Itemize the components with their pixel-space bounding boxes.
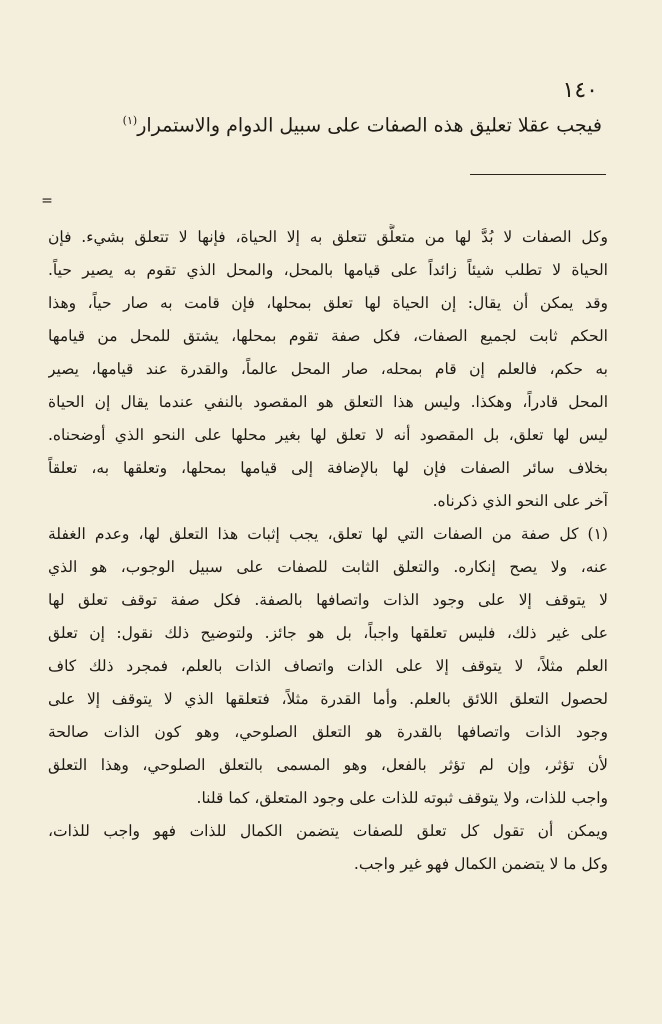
footnote-line: لحصول التعلق اللائق بالعلم. وأما القدرة مثلاً، فتعلقها الذي لا يتوقف إلا على (48, 690, 608, 708)
footnote-line: ويمكن أن تقول كل تعلق للصفات يتضمن الكمال للذات فهو واجب للذات، (48, 822, 608, 840)
footnote-line: المحل قادراً، وهكذا. وليس هذا التعلق هو المقصود بالنفي عندما يقال إن الحياة (48, 393, 608, 411)
footnote-line: بخلاف سائر الصفات فإن لها بالإضافة إلى قيامها بمحلها، وتعلقها به، تعلقاً (48, 459, 608, 477)
footnote-separator (470, 174, 606, 175)
footnote-line: واجب للذات، ولا يتوقف ثبوته للذات على وجود المتعلق، كما قلنا. (196, 789, 608, 807)
continuation-mark: = (41, 193, 53, 209)
footnote-line: على غير ذلك، فليس تعلقها واجباً، بل هو جائز. ولتوضيح ذلك نقول: إن تعلق (48, 624, 608, 642)
footnote-line: عنه، ولا يصح إنكاره. والتعلق الثابت للصفات على سبيل الوجوب، هو الذي (48, 558, 608, 576)
footnote-line: الحكم ثابت لجميع الصفات، فكل صفة تقوم بمحلها، يشتق للمحل من قيامها (48, 327, 608, 345)
footnote-line: آخر على النحو الذي ذكرناه. (432, 492, 608, 510)
footnote-line: (١) كل صفة من الصفات التي لها تعلق، يجب إثبات هذا التعلق لها، وعدم الغفلة (48, 525, 608, 543)
page-number: ١٤٠ (562, 78, 598, 103)
footnote-line: وكل الصفات لا بُدَّ لها من متعلَّق تتعلق به إلا الحياة، فإنها لا تتعلق بشيء. فإن (48, 228, 608, 246)
main-text: فيجب عقلا تعليق هذه الصفات على سبيل الدوام والاستمرار (137, 114, 602, 137)
footnote-line: وكل ما لا يتضمن الكمال فهو غير واجب. (353, 855, 608, 873)
footnote-line: الحياة لا تطلب شيئاً زائداً على قيامها بالمحل، والمحل الذي تقوم به يصير حياً. (48, 261, 608, 279)
footnote-line: به حكم، فالعلم إن قام بمحله، صار المحل عالماً، والقدرة عند قيامها، يصير (48, 360, 608, 378)
footnote-line: وجود الذات واتصافها بالقدرة هو التعلق الصلوحي، وهو كون الذات صالحة (48, 723, 608, 741)
footnote-line: العلم مثلاً، لا يتوقف إلا على الذات واتصاف الذات بالعلم، فمجرد ذلك كاف (48, 657, 608, 675)
main-text-line (40, 114, 602, 136)
footnote-line: لا يتوقف إلا على وجود الذات واتصافها بالصفة. فكل صفة توقف تعلق لها (48, 591, 608, 609)
footnote-line: لأن تؤثر، وإن لم تؤثر بالفعل، وهو المسمى بالتعلق الصلوحي، وهذا التعلق (48, 756, 608, 774)
footnote-line: ليس لها تعلق، بل المقصود أنه لا تعلق لها بغير محلها على النحو الذي أوضحناه. (48, 426, 608, 444)
footnote-reference: (١) (122, 114, 138, 127)
footnote-line: وقد يمكن أن يقال: إن الحياة لها تعلق بمحلها، فإن قامت به صار حياً، وهذا (48, 294, 608, 312)
